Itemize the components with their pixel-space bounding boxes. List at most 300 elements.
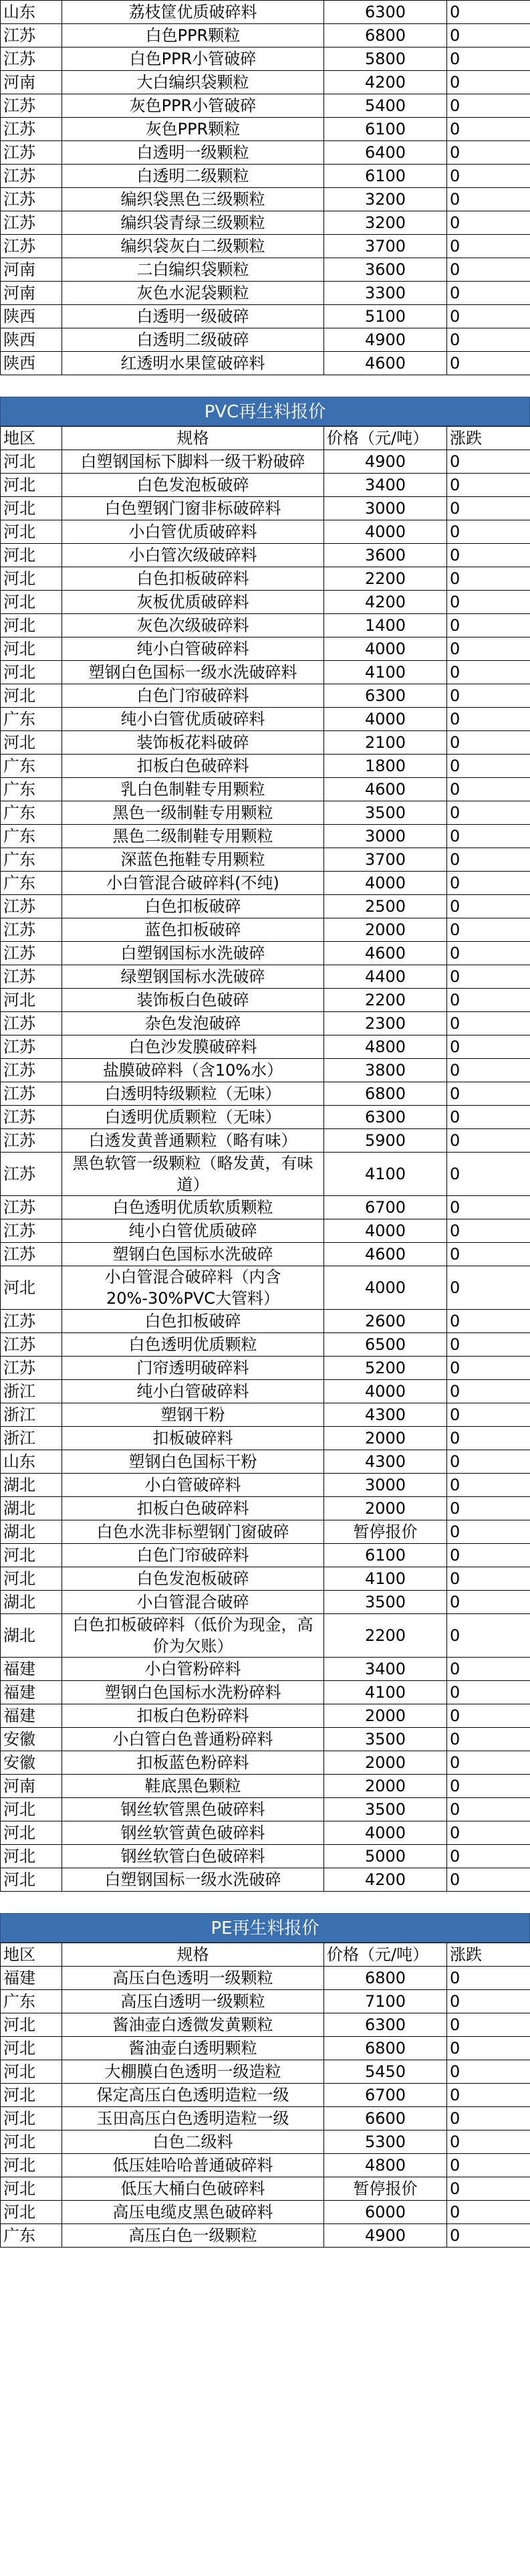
change-cell: 0 [447, 305, 530, 328]
region-cell: 江苏 [1, 1219, 62, 1243]
spec-cell: 白塑钢国标水洗破碎 [62, 942, 324, 965]
spec-cell: 门帘透明破碎料 [62, 1357, 324, 1380]
region-cell: 浙江 [1, 1403, 62, 1427]
table-row [1, 1266, 530, 1310]
region-cell: 广东 [1, 778, 62, 801]
change-cell: 0 [447, 1196, 530, 1219]
header-price: 价格（元/吨） [324, 1943, 447, 1967]
spec-cell: 白色PPR小管破碎 [62, 47, 324, 71]
region-cell: 河北 [1, 2131, 62, 2154]
region-cell: 河北 [1, 591, 62, 614]
change-cell: 0 [447, 1129, 530, 1153]
change-cell: 0 [447, 1520, 530, 1544]
table-row [1, 1868, 530, 1892]
spec-cell: 蓝色扣板破碎 [62, 918, 324, 942]
table-row [1, 2060, 530, 2084]
price-cell: 4900 [324, 2224, 447, 2248]
spec-cell: 白色门帘破碎料 [62, 684, 324, 708]
spec-cell: 灰色PPR小管破碎 [62, 94, 324, 118]
change-cell: 0 [447, 637, 530, 661]
spec-cell: 白色水洗非标塑钢门窗破碎 [62, 1520, 324, 1544]
price-cell: 3000 [324, 1474, 447, 1497]
spec-cell: 编织袋灰白二级颗粒 [62, 235, 324, 258]
spec-cell: 装饰板花料破碎 [62, 731, 324, 755]
spec-cell: 扣板白色粉碎料 [62, 1704, 324, 1728]
change-cell: 0 [447, 1243, 530, 1266]
table-row [1, 1012, 530, 1035]
spec-cell: 塑钢白色国标一级水洗破碎料 [62, 661, 324, 684]
region-cell: 河北 [1, 2037, 62, 2060]
price-cell: 5400 [324, 94, 447, 118]
table-row [1, 258, 530, 282]
spec-cell: 鞋底黑色颗粒 [62, 1775, 324, 1798]
region-cell: 江苏 [1, 942, 62, 965]
price-cell: 3500 [324, 1728, 447, 1751]
price-cell: 3300 [324, 282, 447, 305]
table-row [1, 305, 530, 328]
change-cell: 0 [447, 165, 530, 188]
change-cell: 0 [447, 989, 530, 1012]
change-cell: 0 [447, 1, 530, 24]
price-cell: 2500 [324, 895, 447, 918]
table-row [1, 637, 530, 661]
change-cell: 0 [447, 1266, 530, 1310]
table-row [1, 661, 530, 684]
change-cell: 0 [447, 1219, 530, 1243]
spec-cell: 高压白色透明一级颗粒 [62, 1967, 324, 1990]
change-cell: 0 [447, 1798, 530, 1821]
price-cell: 5100 [324, 305, 447, 328]
region-cell: 江苏 [1, 1310, 62, 1333]
change-cell: 0 [447, 94, 530, 118]
price-cell: 3200 [324, 211, 447, 235]
region-cell: 江苏 [1, 24, 62, 47]
region-cell: 江苏 [1, 1153, 62, 1196]
region-cell: 广东 [1, 801, 62, 825]
change-cell: 0 [447, 24, 530, 47]
change-cell: 0 [447, 1380, 530, 1403]
spec-cell: 塑钢白色国标水洗破碎 [62, 1243, 324, 1266]
change-cell: 0 [447, 1082, 530, 1106]
price-cell: 6800 [324, 24, 447, 47]
spec-cell: 白色门帘破碎料 [62, 1544, 324, 1567]
table-row [1, 118, 530, 141]
price-cell: 1800 [324, 755, 447, 778]
table-row [1, 2131, 530, 2154]
price-cell: 3500 [324, 801, 447, 825]
region-cell: 广东 [1, 1990, 62, 2013]
spec-cell: 扣板白色破碎料 [62, 1497, 324, 1520]
region-cell: 浙江 [1, 1427, 62, 1450]
table-row [1, 352, 530, 375]
change-cell: 0 [447, 1614, 530, 1658]
region-cell: 河北 [1, 1798, 62, 1821]
change-cell: 0 [447, 1658, 530, 1681]
change-cell: 0 [447, 614, 530, 637]
spec-cell: 扣板白色破碎料 [62, 755, 324, 778]
spec-cell: 白色扣板破碎 [62, 895, 324, 918]
spec-cell: 小白管混合破碎料(不纯) [62, 872, 324, 895]
change-cell: 0 [447, 328, 530, 352]
top-price-table [0, 0, 530, 375]
spec-cell: 酱油壶白透明颗粒 [62, 2037, 324, 2060]
change-cell: 0 [447, 474, 530, 497]
region-cell: 河南 [1, 282, 62, 305]
table-row [1, 2084, 530, 2107]
change-cell: 0 [447, 352, 530, 375]
spec-cell: 钢丝软管黑色破碎料 [62, 1798, 324, 1821]
pe-price-table-body [1, 1967, 530, 2248]
change-cell: 0 [447, 1704, 530, 1728]
spec-cell: 编织袋青绿三级颗粒 [62, 211, 324, 235]
change-cell: 0 [447, 778, 530, 801]
price-cell: 4000 [324, 1266, 447, 1310]
region-cell: 江苏 [1, 1243, 62, 1266]
table-row [1, 591, 530, 614]
price-cell: 5000 [324, 1845, 447, 1868]
change-cell: 0 [447, 450, 530, 474]
change-cell: 0 [447, 1153, 530, 1196]
spec-cell: 白透明特级颗粒（无味） [62, 1082, 324, 1106]
change-cell: 0 [447, 258, 530, 282]
top-price-table-body [1, 1, 530, 375]
region-cell: 江苏 [1, 1333, 62, 1357]
table-row [1, 1751, 530, 1775]
region-cell: 河北 [1, 497, 62, 520]
region-cell: 广东 [1, 755, 62, 778]
table-row [1, 2201, 530, 2224]
price-cell: 3600 [324, 544, 447, 567]
change-cell: 0 [447, 591, 530, 614]
change-cell: 0 [447, 1751, 530, 1775]
table-row [1, 1450, 530, 1474]
price-cell: 2100 [324, 731, 447, 755]
section-gap [0, 1892, 530, 1913]
price-cell: 2300 [324, 1012, 447, 1035]
pe-section [0, 1913, 530, 2248]
price-cell: 6600 [324, 2107, 447, 2131]
change-cell: 0 [447, 2037, 530, 2060]
region-cell: 福建 [1, 1704, 62, 1728]
region-cell: 河北 [1, 1567, 62, 1591]
change-cell: 0 [447, 2084, 530, 2107]
region-cell: 江苏 [1, 1059, 62, 1082]
spec-cell: 白塑钢国标一级水洗破碎 [62, 1868, 324, 1892]
spec-cell: 装饰板白色破碎 [62, 989, 324, 1012]
table-row [1, 848, 530, 872]
spec-cell: 白色透明优质颗粒 [62, 1333, 324, 1357]
spec-cell: 白透明二级破碎 [62, 328, 324, 352]
change-cell: 0 [447, 2107, 530, 2131]
change-cell: 0 [447, 1357, 530, 1380]
region-cell: 江苏 [1, 918, 62, 942]
price-cell: 4000 [324, 1821, 447, 1845]
region-cell: 福建 [1, 1681, 62, 1704]
pvc-price-table [0, 426, 530, 1892]
pe-header-row [1, 1943, 530, 1967]
price-cell: 4100 [324, 1681, 447, 1704]
price-cell: 4200 [324, 1868, 447, 1892]
table-row [1, 1520, 530, 1544]
change-cell: 0 [447, 2154, 530, 2177]
table-row [1, 895, 530, 918]
region-cell: 江苏 [1, 211, 62, 235]
pvc-price-table-body [1, 450, 530, 1892]
table-row [1, 2037, 530, 2060]
table-row [1, 450, 530, 474]
price-cell: 5450 [324, 2060, 447, 2084]
price-cell: 3600 [324, 258, 447, 282]
change-cell: 0 [447, 1567, 530, 1591]
spec-cell: 白色扣板破碎料 [62, 567, 324, 591]
price-cell: 2000 [324, 1427, 447, 1450]
table-row [1, 801, 530, 825]
spec-cell: 白色发泡板破碎 [62, 1567, 324, 1591]
change-cell: 0 [447, 1059, 530, 1082]
change-cell: 0 [447, 1990, 530, 2013]
spec-cell: 黑色软管一级颗粒（略发黄，有味道） [62, 1153, 324, 1196]
region-cell: 河北 [1, 1821, 62, 1845]
spec-cell: 塑钢干粉 [62, 1403, 324, 1427]
price-cell: 4000 [324, 1380, 447, 1403]
spec-cell: 大白编织袋颗粒 [62, 71, 324, 94]
change-cell: 0 [447, 235, 530, 258]
change-cell: 0 [447, 1450, 530, 1474]
region-cell: 江苏 [1, 1357, 62, 1380]
price-cell: 3400 [324, 1658, 447, 1681]
region-cell: 河北 [1, 520, 62, 544]
change-cell: 0 [447, 497, 530, 520]
region-cell: 安徽 [1, 1751, 62, 1775]
change-cell: 0 [447, 731, 530, 755]
price-cell: 6400 [324, 141, 447, 165]
price-cell: 6000 [324, 2201, 447, 2224]
price-cell: 4600 [324, 942, 447, 965]
spec-cell: 酱油壶白透微发黄颗粒 [62, 2013, 324, 2037]
price-cell: 3800 [324, 1059, 447, 1082]
table-row [1, 1082, 530, 1106]
region-cell: 河北 [1, 684, 62, 708]
spec-cell: 塑钢白色国标水洗粉碎料 [62, 1681, 324, 1704]
spec-cell: 低压大桶白色破碎料 [62, 2177, 324, 2201]
table-row [1, 1474, 530, 1497]
region-cell: 河南 [1, 1775, 62, 1798]
price-cell: 暂停报价 [324, 1520, 447, 1544]
table-row [1, 1681, 530, 1704]
region-cell: 江苏 [1, 47, 62, 71]
price-cell: 4100 [324, 1567, 447, 1591]
table-row [1, 2154, 530, 2177]
spec-cell: 白透明一级颗粒 [62, 141, 324, 165]
region-cell: 江苏 [1, 94, 62, 118]
region-cell: 河北 [1, 2177, 62, 2201]
change-cell: 0 [447, 520, 530, 544]
price-cell: 5300 [324, 2131, 447, 2154]
change-cell: 0 [447, 801, 530, 825]
change-cell: 0 [447, 848, 530, 872]
table-row [1, 47, 530, 71]
header-region: 地区 [1, 427, 62, 450]
price-cell: 4800 [324, 2154, 447, 2177]
change-cell: 0 [447, 918, 530, 942]
table-row [1, 1567, 530, 1591]
table-row [1, 1821, 530, 1845]
spec-cell: 纯小白管破碎料 [62, 1380, 324, 1403]
region-cell: 江苏 [1, 141, 62, 165]
region-cell: 湖北 [1, 1591, 62, 1614]
price-cell: 2000 [324, 1497, 447, 1520]
change-cell: 0 [447, 188, 530, 211]
header-spec: 规格 [62, 427, 324, 450]
region-cell: 湖北 [1, 1520, 62, 1544]
table-row [1, 567, 530, 591]
price-cell: 5900 [324, 1129, 447, 1153]
spec-cell: 红透明水果筐破碎料 [62, 352, 324, 375]
table-row [1, 1, 530, 24]
region-cell: 安徽 [1, 1728, 62, 1751]
price-cell: 4000 [324, 637, 447, 661]
change-cell: 0 [447, 1012, 530, 1035]
table-row [1, 1129, 530, 1153]
region-cell: 广东 [1, 825, 62, 848]
change-cell: 0 [447, 71, 530, 94]
price-cell: 2200 [324, 567, 447, 591]
table-row [1, 141, 530, 165]
table-row [1, 1243, 530, 1266]
spec-cell: 钢丝软管白色破碎料 [62, 1845, 324, 1868]
price-cell: 6300 [324, 684, 447, 708]
change-cell: 0 [447, 684, 530, 708]
change-cell: 0 [447, 2177, 530, 2201]
spec-cell: 高压电缆皮黑色破碎料 [62, 2201, 324, 2224]
region-cell: 江苏 [1, 165, 62, 188]
price-cell: 2600 [324, 1310, 447, 1333]
price-cell: 4100 [324, 661, 447, 684]
price-cell: 7100 [324, 1990, 447, 2013]
table-row [1, 755, 530, 778]
table-row [1, 2013, 530, 2037]
region-cell: 河南 [1, 258, 62, 282]
table-row [1, 989, 530, 1012]
region-cell: 河北 [1, 474, 62, 497]
price-cell: 3500 [324, 1798, 447, 1821]
table-row [1, 778, 530, 801]
change-cell: 0 [447, 567, 530, 591]
spec-cell: 扣板蓝色粉碎料 [62, 1751, 324, 1775]
region-cell: 河北 [1, 1868, 62, 1892]
price-cell: 3200 [324, 188, 447, 211]
table-row [1, 1106, 530, 1129]
table-row [1, 965, 530, 989]
price-cell: 4000 [324, 1219, 447, 1243]
spec-cell: 高压白色一级颗粒 [62, 2224, 324, 2248]
region-cell: 江苏 [1, 1129, 62, 1153]
change-cell: 0 [447, 211, 530, 235]
header-region: 地区 [1, 1943, 62, 1967]
change-cell: 0 [447, 1333, 530, 1357]
price-cell: 6100 [324, 1544, 447, 1567]
change-cell: 0 [447, 755, 530, 778]
table-row [1, 708, 530, 731]
spec-cell: 小白管破碎料 [62, 1474, 324, 1497]
table-row [1, 474, 530, 497]
table-row [1, 1219, 530, 1243]
spec-cell: 塑钢白色国标干粉 [62, 1450, 324, 1474]
spec-cell: 荔枝筐优质破碎料 [62, 1, 324, 24]
table-row [1, 520, 530, 544]
spec-cell: 白色扣板破碎 [62, 1310, 324, 1333]
spec-cell: 低压娃哈哈普通破碎料 [62, 2154, 324, 2177]
change-cell: 0 [447, 1967, 530, 1990]
price-cell: 2200 [324, 989, 447, 1012]
price-cell: 2000 [324, 1704, 447, 1728]
region-cell: 河北 [1, 2201, 62, 2224]
change-cell: 0 [447, 965, 530, 989]
region-cell: 山东 [1, 1, 62, 24]
table-row [1, 1427, 530, 1450]
table-row [1, 2224, 530, 2248]
region-cell: 山东 [1, 1450, 62, 1474]
change-cell: 0 [447, 1106, 530, 1129]
price-cell: 6800 [324, 1967, 447, 1990]
region-cell: 江苏 [1, 1106, 62, 1129]
table-row [1, 94, 530, 118]
price-cell: 4900 [324, 328, 447, 352]
pvc-header-row [1, 427, 530, 450]
region-cell: 江苏 [1, 1082, 62, 1106]
region-cell: 河北 [1, 614, 62, 637]
spec-cell: 小白管混合破碎 [62, 1591, 324, 1614]
table-row [1, 71, 530, 94]
table-row [1, 1775, 530, 1798]
table-row [1, 328, 530, 352]
table-row [1, 2107, 530, 2131]
price-cell: 4300 [324, 1450, 447, 1474]
spec-cell: 黑色一级制鞋专用颗粒 [62, 801, 324, 825]
spec-cell: 纯小白管优质破碎 [62, 1219, 324, 1243]
price-cell: 4300 [324, 1403, 447, 1427]
price-cell: 6700 [324, 1196, 447, 1219]
region-cell: 陕西 [1, 328, 62, 352]
change-cell: 0 [447, 708, 530, 731]
region-cell: 湖北 [1, 1614, 62, 1658]
price-cell: 6300 [324, 2013, 447, 2037]
change-cell: 0 [447, 872, 530, 895]
change-cell: 0 [447, 1403, 530, 1427]
spec-cell: 纯小白管优质破碎料 [62, 708, 324, 731]
price-cell: 3700 [324, 235, 447, 258]
change-cell: 0 [447, 1544, 530, 1567]
change-cell: 0 [447, 1474, 530, 1497]
table-row [1, 1798, 530, 1821]
spec-cell: 二白编织袋颗粒 [62, 258, 324, 282]
table-row [1, 2177, 530, 2201]
price-cell: 4000 [324, 520, 447, 544]
change-cell: 0 [447, 2060, 530, 2084]
spec-cell: 白透发黄普通颗粒（略有味） [62, 1129, 324, 1153]
region-cell: 广东 [1, 872, 62, 895]
section-gap [0, 375, 530, 397]
region-cell: 河北 [1, 2013, 62, 2037]
pe-price-table [0, 1943, 530, 2248]
table-row [1, 1845, 530, 1868]
price-cell: 4000 [324, 872, 447, 895]
price-cell: 6500 [324, 1333, 447, 1357]
price-cell: 暂停报价 [324, 2177, 447, 2201]
pvc-section-title: PVC再生料报价 [0, 397, 530, 426]
region-cell: 江苏 [1, 235, 62, 258]
price-cell: 4800 [324, 1035, 447, 1059]
